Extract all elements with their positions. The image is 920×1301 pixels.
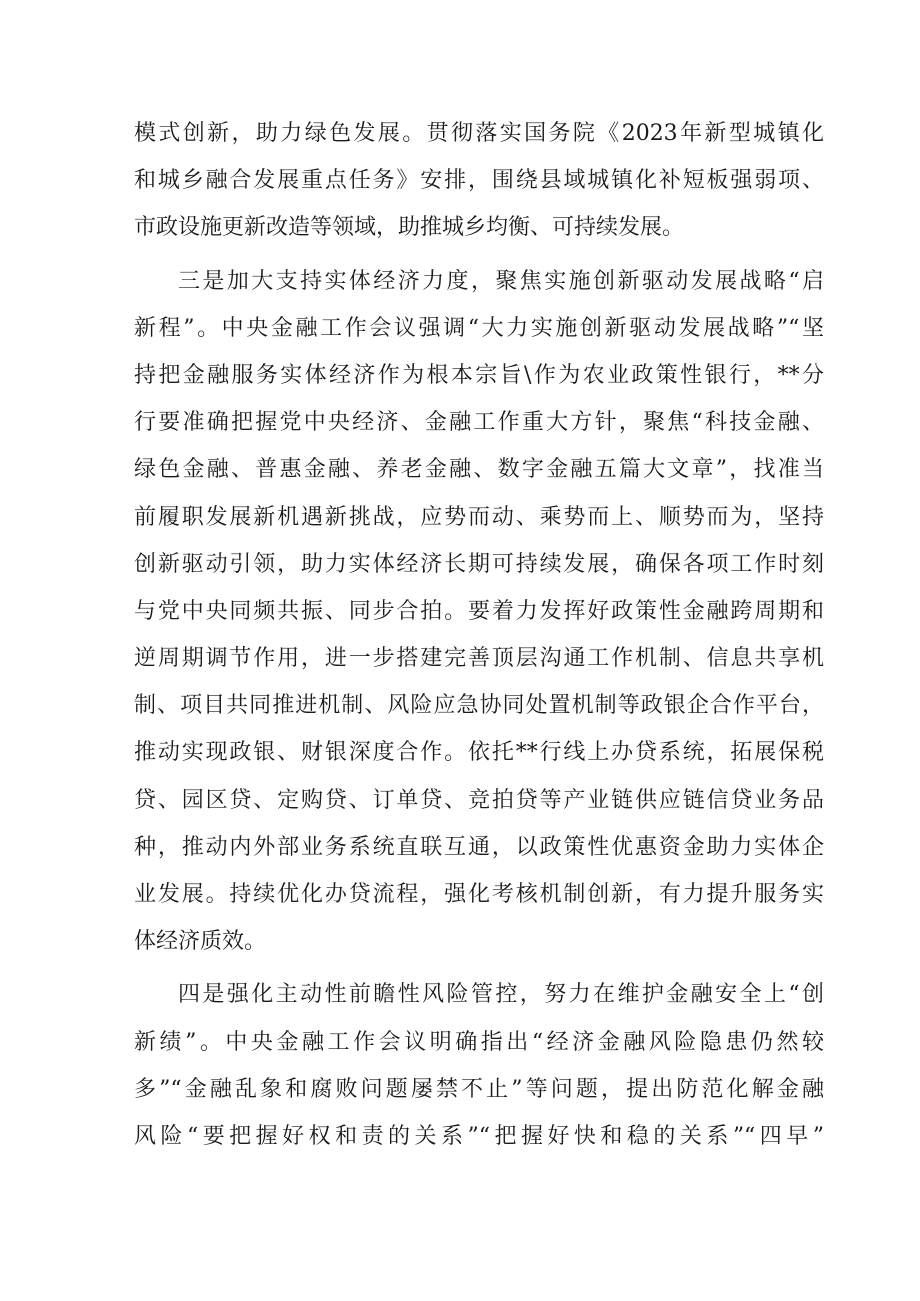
paragraph-line: 体经济质效。	[134, 929, 267, 955]
paragraph-line: 贷、园区贷、定购贷、订单贷、竞拍贷等产业链供应链信贷业务品	[134, 787, 824, 813]
paragraph-line: 种，推动内外部业务系统直联互通，以政策性优惠资金助力实体企	[134, 834, 824, 860]
paragraph-2	[134, 258, 824, 966]
paragraph-line: 业发展。持续优化办贷流程，强化考核机制创新，有力提升服务实	[134, 882, 824, 907]
paragraph-line: 推动实现政银、财银深度合作。依托**行线上办贷系统，拓展保税	[134, 740, 824, 766]
paragraph-line: 行要准确把握党中央经济、金融工作重大方针，聚焦“科技金融、	[134, 410, 824, 436]
paragraph-line: 模式创新，助力绿色发展。贯彻落实国务院《2023年新型城镇化	[134, 121, 824, 146]
paragraph-line: 新绩”。中央金融工作会议明确指出“经济金融风险隐患仍然较	[134, 1029, 824, 1055]
paragraph-1	[134, 110, 824, 252]
paragraph-line: 市政设施更新改造等领域，助推城乡均衡、可持续发展。	[134, 215, 685, 241]
paragraph-line: 绿色金融、普惠金融、养老金融、数字金融五篇大文章”，找准当	[134, 457, 824, 483]
paragraph-line: 三是加大支持实体经济力度，聚焦实施创新驱动发展战略“启	[178, 268, 824, 294]
paragraph-3	[134, 971, 824, 1160]
paragraph-line: 创新驱动引领，助力实体经济长期可持续发展，确保各项工作时刻	[134, 551, 824, 577]
paragraph-line: 多”“金融乱象和腐败问题屡禁不止”等问题，提出防范化解金融	[134, 1076, 824, 1102]
paragraph-line: 风险“要把握好权和责的关系”“把握好快和稳的关系”“四早”	[134, 1123, 824, 1149]
paragraph-line: 新程”。中央金融工作会议强调“大力实施创新驱动发展战略”“坚	[134, 315, 824, 341]
document-body	[134, 110, 824, 1160]
paragraph-line: 和城乡融合发展重点任务》安排，围绕县域城镇化补短板强弱项、	[134, 168, 824, 194]
paragraph-line: 制、项目共同推进机制、风险应急协同处置机制等政银企合作平台，	[134, 693, 824, 719]
paragraph-line: 逆周期调节作用，进一步搭建完善顶层沟通工作机制、信息共享机	[134, 646, 824, 672]
paragraph-line: 与党中央同频共振、同步合拍。要着力发挥好政策性金融跨周期和	[134, 598, 824, 624]
paragraph-line: 四是强化主动性前瞻性风险管控，努力在维护金融安全上“创	[178, 982, 824, 1008]
paragraph-line: 持把金融服务实体经济作为根本宗旨\作为农业政策性银行，**分	[134, 362, 824, 388]
paragraph-line: 前履职发展新机遇新挑战，应势而动、乘势而上、顺势而为，坚持	[134, 504, 824, 530]
